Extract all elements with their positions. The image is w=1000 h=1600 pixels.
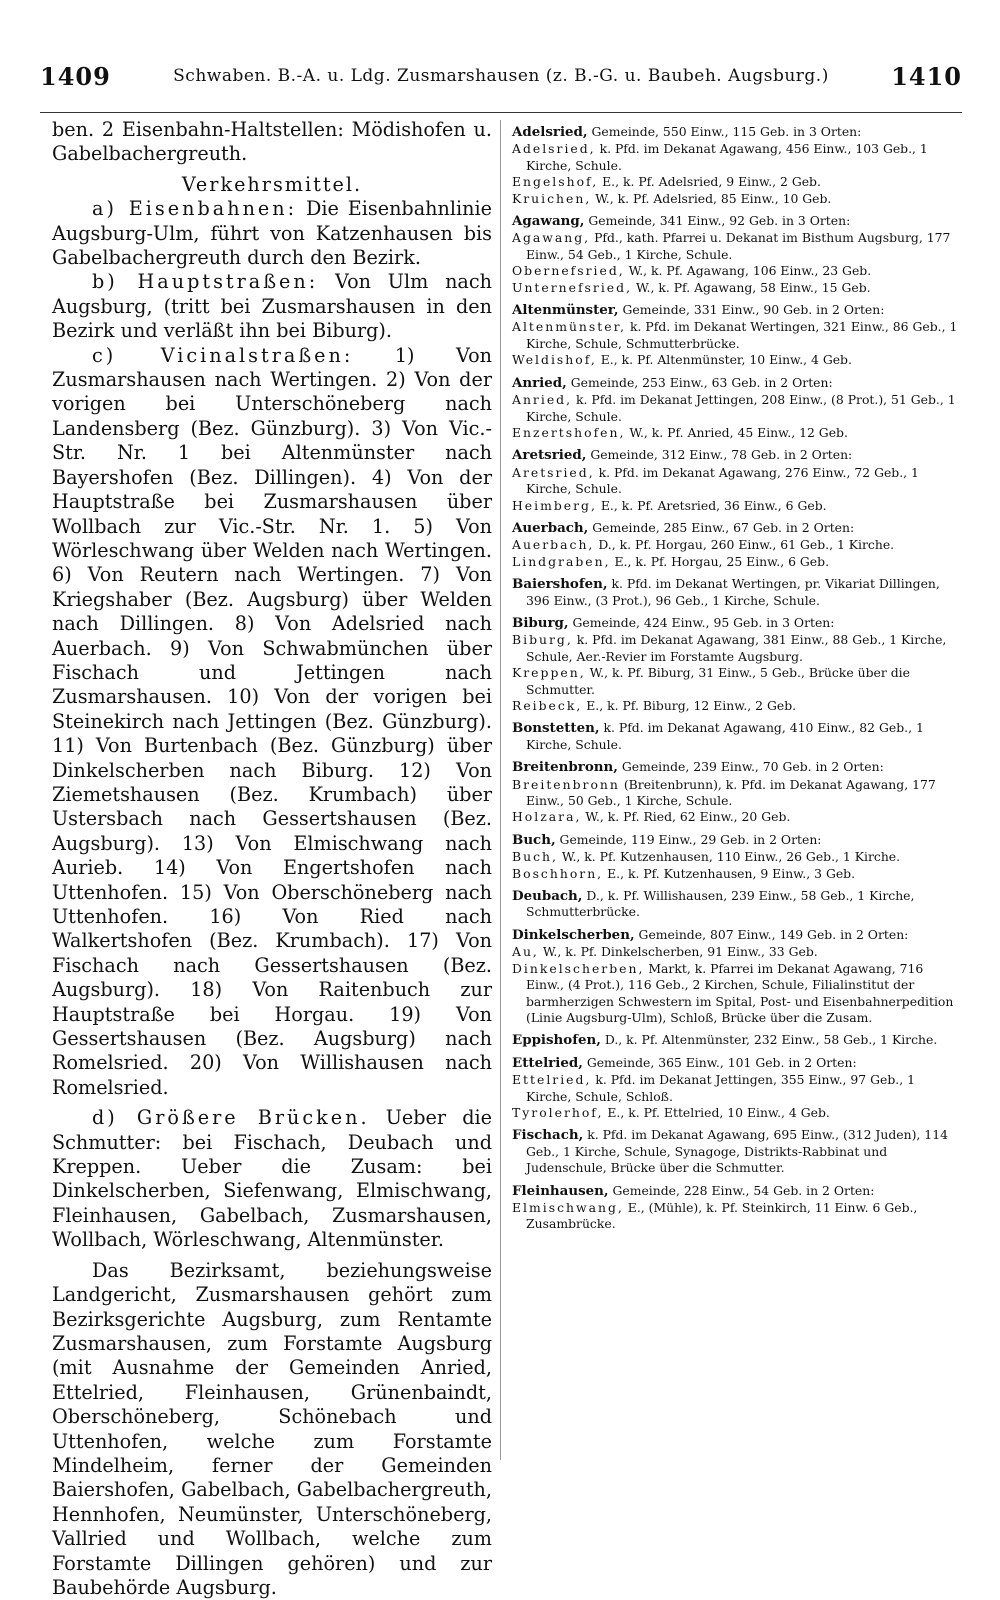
ort-name: Aretsried, xyxy=(512,464,595,480)
ort-entry xyxy=(512,1200,958,1233)
gemeinde-info: Gemeinde, 424 Einw., 95 Geb. in 3 Orten: xyxy=(568,614,835,630)
gemeinde-info: Gemeinde, 365 Einw., 101 Geb. in 2 Orten: xyxy=(582,1054,857,1070)
label-bruecken: d) Größere Brücken. xyxy=(92,1106,370,1130)
gemeinde-heading xyxy=(512,1055,958,1071)
gemeinde-name: Anried, xyxy=(512,374,567,391)
ort-name: Heimberg, xyxy=(512,497,597,513)
left-column xyxy=(52,118,492,1600)
ort-name: Enzertshofen, xyxy=(512,424,626,440)
ort-details: k. Pfd. im Dekanat Agawang, 381 Einw., 88 Geb., 1 Kirche, Schule, Aer.-Revier im Forstamte Augsburg. xyxy=(526,632,947,664)
right-column xyxy=(512,118,958,1233)
ort-entry xyxy=(512,465,958,498)
ort-name: Dinkelscherben, xyxy=(512,960,645,976)
ort-entry xyxy=(512,280,958,296)
gemeinde-info: D., k. Pf. Willishausen, 239 Einw., 58 Geb., 1 Kirche, Schmutterbrücke. xyxy=(526,888,915,920)
running-head: Schwaben. B.-A. u. Ldg. Zusmarshausen (z. B.-G. u. Baubeh. Augsburg.) xyxy=(173,66,829,86)
ort-name: Agawang, xyxy=(512,230,591,246)
page-header xyxy=(40,62,962,90)
label-eisenbahnen: a) Eisenbahnen: xyxy=(92,197,298,221)
gemeinde-name: Dinkelscherben, xyxy=(512,926,635,943)
ort-name: Kreppen, xyxy=(512,665,586,681)
ort-entry xyxy=(512,849,958,865)
ort-details: E., k. Pf. Horgau, 25 Einw., 6 Geb. xyxy=(610,553,830,569)
gemeinde-info: D., k. Pf. Altenmünster, 232 Einw., 58 Geb., 1 Kirche. xyxy=(600,1032,938,1048)
ort-details: k. Pfd. im Dekanat Jettingen, 208 Einw., (8 Prot.), 51 Geb., 1 Kirche, Schule. xyxy=(526,392,956,424)
gemeinde-heading xyxy=(512,927,958,943)
ort-name: Tyrolerhof, xyxy=(512,1104,604,1120)
page-number-left: 1409 xyxy=(40,62,111,91)
paragraph-bruecken xyxy=(52,1106,492,1252)
ort-name: Altenmünster, xyxy=(512,319,627,335)
ort-entry xyxy=(512,1072,958,1105)
gemeinde-heading xyxy=(512,520,958,536)
gemeinde-heading xyxy=(512,1127,958,1176)
ort-name: Boschhorn, xyxy=(512,865,604,881)
gemeinde-info: Gemeinde, 253 Einw., 63 Geb. in 2 Orten: xyxy=(566,374,833,390)
gemeinde-name: Baiershofen, xyxy=(512,576,608,593)
ort-entry xyxy=(512,392,958,425)
paragraph-bezirksamt: Das Bezirksamt, beziehungsweise Landgericht, Zusmarshausen gehört zum Bezirksgerichte Augsburg, zum Rentamte Zusmarshausen, zum Forstamte Augsburg (mit Ausnahme der Gemeinden Anried, Ettelried, Fleinhausen, Grünenbaindt, Oberschöneberg, Schönebach und Uttenhofen, welche zum Forstamte Mindelheim, ferner der Gemeinden Baiershofen, Gabelbach, Gabelbachergreuth, Hennhofen, Neumünster, Unterschöneberg, Vallried und Wollbach, welche zum Forstamte Dillingen gehören) und zur Baubehörde Augsburg. xyxy=(52,1258,492,1599)
gemeinde-heading xyxy=(512,615,958,631)
header-rule xyxy=(40,112,962,113)
ort-entry xyxy=(512,537,958,553)
gemeinde-info: k. Pfd. im Dekanat Agawang, 410 Einw., 82 Geb., 1 Kirche, Schule. xyxy=(526,720,924,752)
paragraph-vicinalstrassen xyxy=(52,344,492,1101)
ort-entry xyxy=(512,554,958,570)
gemeinde-info: Gemeinde, 341 Einw., 92 Geb. in 3 Orten: xyxy=(584,213,851,229)
gemeinde-heading xyxy=(512,124,958,140)
text-eisenbahnen: Die Eisenbahnlinie Augsburg-Ulm, führt von Katzenhausen bis Gabelbachergreuth durch den Bezirk. xyxy=(52,197,492,270)
paragraph-eisenbahnen xyxy=(52,197,492,270)
ort-name: Reibeck, xyxy=(512,698,583,713)
gemeinde-info: Gemeinde, 807 Einw., 149 Geb. in 2 Orten: xyxy=(634,926,909,942)
gemeinde-info: Gemeinde, 239 Einw., 70 Geb. in 2 Orten: xyxy=(617,759,884,775)
ort-entry xyxy=(512,632,958,665)
gemeinde-heading xyxy=(512,302,958,318)
text-bruecken: Ueber die Schmutter: bei Fischach, Deubach und Kreppen. Ueber die Zusam: bei Dinkelscherben, Siefenwang, Elmischwang, Fleinhausen, Gabelbach, Zusmarshausen, Wollbach, Wörleschwang, Altenmünster. xyxy=(52,1106,492,1252)
ort-details: k. Pfd. im Dekanat Agawang, 276 Einw., 72 Geb., 1 Kirche, Schule. xyxy=(526,464,919,497)
gemeinde-info: Gemeinde, 285 Einw., 67 Geb. in 2 Orten: xyxy=(588,519,855,535)
gemeinde-heading xyxy=(512,576,958,609)
ort-name: Biburg, xyxy=(512,632,573,648)
ort-entry xyxy=(512,866,958,882)
page-number-right: 1410 xyxy=(891,62,962,91)
ort-name: Obernefsried, xyxy=(512,263,625,279)
ort-name: Anried, xyxy=(512,392,573,408)
gemeinde-heading xyxy=(512,720,958,753)
ort-details: W., k. Pf. Agawang, 58 Einw., 15 Geb. xyxy=(632,279,871,295)
gemeinde-heading xyxy=(512,213,958,229)
gemeinde-name: Adelsried, xyxy=(512,124,588,140)
gemeinde-heading xyxy=(512,1183,958,1199)
ort-details: W., k. Pf. Kutzenhausen, 110 Einw., 26 Geb., 1 Kirche. xyxy=(557,849,901,865)
ort-details: E., k. Pf. Adelsried, 9 Einw., 2 Geb. xyxy=(598,174,821,190)
ort-entry xyxy=(512,319,958,352)
ort-details: W., k. Pf. Biburg, 31 Einw., 5 Geb., Brücke über die Schmutter. xyxy=(526,665,910,697)
gemeinde-name: Agawang, xyxy=(512,213,585,230)
ort-details: E., (Mühle), k. Pf. Steinkirch, 11 Einw. 6 Geb., Zusambrücke. xyxy=(526,1199,918,1232)
gemeinde-heading xyxy=(512,1032,958,1048)
ort-entry xyxy=(512,352,958,368)
ort-entry xyxy=(512,230,958,263)
ort-details: E., k. Pf. Aretsried, 36 Einw., 6 Geb. xyxy=(596,497,827,513)
ort-details: (Breitenbrunn), k. Pfd. im Dekanat Agawang, 177 Einw., 50 Geb., 1 Kirche, Schule. xyxy=(526,776,936,809)
ort-entry xyxy=(512,961,958,1027)
gemeinde-heading xyxy=(512,375,958,391)
paragraph-haltstellen: ben. 2 Eisenbahn-Haltstellen: Mödishofen u. Gabelbachergreuth. xyxy=(52,118,492,166)
ort-name: Ettelried, xyxy=(512,1072,592,1088)
ort-name: Breitenbronn xyxy=(512,776,620,792)
ort-entry xyxy=(512,698,958,714)
gemeinde-info: Gemeinde, 550 Einw., 115 Geb. in 3 Orten: xyxy=(587,124,862,139)
ort-details: Pfd., kath. Pfarrei u. Dekanat im Bisthum Augsburg, 177 Einw., 54 Geb., 1 Kirche, Schule. xyxy=(526,230,951,262)
ort-details: D., k. Pf. Horgau, 260 Einw., 61 Geb., 1 Kirche. xyxy=(594,537,895,553)
ort-entry xyxy=(512,263,958,279)
ort-entry xyxy=(512,777,958,810)
gemeinde-name: Fischach, xyxy=(512,1127,584,1144)
ort-name: Auerbach, xyxy=(512,537,595,553)
ort-name: Engelshof, xyxy=(512,174,599,190)
gemeinde-name: Aretsried, xyxy=(512,447,587,464)
gemeinde-heading xyxy=(512,447,958,463)
ort-name: Buch, xyxy=(512,849,558,865)
gemeinde-name: Altenmünster, xyxy=(512,302,619,319)
label-vicinalstrassen: c) Vicinalstraßen: xyxy=(92,343,354,367)
text-hauptstrassen: Von Ulm nach Augsburg, (tritt bei Zusmarshausen in den Bezirk und verläßt ihn bei Biburg). xyxy=(52,270,492,343)
gemeinde-name: Fleinhausen, xyxy=(512,1182,609,1199)
ort-name: Elmischwang, xyxy=(512,1199,624,1215)
ort-entry xyxy=(512,1105,958,1121)
ort-entry xyxy=(512,191,958,207)
ort-entry xyxy=(512,141,958,174)
gemeinde-info: k. Pfd. im Dekanat Agawang, 695 Einw., (312 Juden), 114 Geb., 1 Kirche, Schule, Synagoge, Distrikts-Rabbinat und Judenschule, Brücke über die Schmutter. xyxy=(526,1127,948,1176)
gemeinde-name: Auerbach, xyxy=(512,519,589,536)
column-divider xyxy=(500,120,501,1460)
gemeinde-name: Breitenbronn, xyxy=(512,759,618,776)
ort-entry xyxy=(512,809,958,825)
ort-details: E., k. Pf. Altenmünster, 10 Einw., 4 Geb. xyxy=(596,352,852,368)
gemeinde-info: Gemeinde, 331 Einw., 90 Geb. in 2 Orten: xyxy=(618,302,885,318)
section-heading: Verkehrsmittel. xyxy=(181,172,363,196)
label-hauptstrassen: b) Hauptstraßen: xyxy=(92,270,319,294)
ort-name: Weldishof, xyxy=(512,352,597,368)
ort-details: E., k. Pf. Biburg, 12 Einw., 2 Geb. xyxy=(582,698,797,713)
gemeinde-heading xyxy=(512,888,958,921)
ort-name: Lindgraben, xyxy=(512,553,611,569)
gemeinde-name: Biburg, xyxy=(512,614,569,631)
ort-details: k. Pfd. im Dekanat Jettingen, 355 Einw., 97 Geb., 1 Kirche, Schule, Schloß. xyxy=(526,1072,915,1104)
gemeinde-name: Eppishofen, xyxy=(512,1032,601,1049)
paragraph-hauptstrassen xyxy=(52,270,492,343)
ort-details: W., k. Pf. Agawang, 106 Einw., 23 Geb. xyxy=(624,263,872,279)
ort-entry xyxy=(512,498,958,514)
ort-name: Holzara, xyxy=(512,809,582,825)
ort-entry xyxy=(512,944,958,960)
ort-entry xyxy=(512,425,958,441)
gemeinde-name: Bonstetten, xyxy=(512,720,600,737)
gemeinde-heading xyxy=(512,759,958,775)
gemeinde-info: Gemeinde, 312 Einw., 78 Geb. in 2 Orten: xyxy=(586,447,853,463)
ort-details: E., k. Pf. Kutzenhausen, 9 Einw., 3 Geb. xyxy=(603,865,856,881)
gemeinde-name: Buch, xyxy=(512,831,556,848)
ort-details: W., k. Pf. Ried, 62 Einw., 20 Geb. xyxy=(581,809,791,825)
gemeinde-heading xyxy=(512,832,958,848)
ort-entry xyxy=(512,665,958,698)
gemeinde-name: Ettelried, xyxy=(512,1054,583,1071)
text-vicinalstrassen: 1) Von Zusmarshausen nach Wertingen. 2) Von der vorigen bei Unterschöneberg nach Landensberg (Bez. Günzburg). 3) Von Vic.-Str. Nr. 1 bei Altenmünster nach Bayershofen (Bez. Dillingen). 4) Von der Hauptstraße bei Zusmarshausen über Wollbach zur Vic.-Str. Nr. 1. 5) Von Wörleschwang über Welden nach Wertingen. 6) Von Reutern nach Wertingen. 7) Von Kriegshaber (Bez. Augsburg) über Welden nach Dillingen. 8) Von Adelsried nach Auerbach. 9) Von Schwabmünchen über Fischach und Jettingen nach Zusmarshausen. 10) Von der vorigen bei Steinekirch nach Jettingen (Bez. Günzburg). 11) Von Burtenbach (Bez. Günzburg) über Dinkelscherben nach Biburg. 12) Von Ziemetshausen (Bez. Krumbach) über Ustersbach nach Gessertshausen (Bez. Augsburg). 13) Von Elmischwang nach Aurieb. 14) Von Engertshofen nach Uttenhofen. 15) Von Oberschöneberg nach Uttenhofen. 16) Von Ried nach Walkertshofen (Bez. Krumbach). 17) Von Fischach nach Gessertshausen (Bez. Augsburg). 18) Von Raitenbuch zur Hauptstraße bei Horgau. 19) Von Gessertshausen (Bez. Augsburg) nach Romelsried. 20) Von Willishausen nach Romelsried. xyxy=(52,343,492,1099)
gemeinde-info: k. Pfd. im Dekanat Wertingen, pr. Vikariat Dillingen, 396 Einw., (3 Prot.), 96 Geb., 1 Kirche, Schule. xyxy=(526,576,940,608)
ort-details: Markt, k. Pfarrei im Dekanat Agawang, 716 Einw., (4 Prot.), 116 Geb., 2 Kirchen, Schule, Filialinstitut der barmherzigen Schwestern im Spital, Post- und Eisenbahnerpedition (Linie Augsburg-Ulm), Schloß, Brücke über die Zusam. xyxy=(526,960,954,1025)
gemeinde-info: Gemeinde, 228 Einw., 54 Geb. in 2 Orten: xyxy=(608,1182,875,1198)
ort-entry xyxy=(512,174,958,190)
ort-name: Unternefsried, xyxy=(512,279,633,295)
ort-name: Adelsried, xyxy=(512,141,596,157)
ort-details: k. Pfd. im Dekanat Wertingen, 321 Einw., 86 Geb., 1 Kirche, Schule, Schmutterbrücke. xyxy=(526,319,958,351)
gemeinde-name: Deubach, xyxy=(512,888,583,905)
ort-details: k. Pfd. im Dekanat Agawang, 456 Einw., 103 Geb., 1 Kirche, Schule. xyxy=(526,141,928,173)
ort-details: E., k. Pf. Ettelried, 10 Einw., 4 Geb. xyxy=(603,1104,830,1120)
ort-details: W., k. Pf. Anried, 45 Einw., 12 Geb. xyxy=(625,424,848,440)
gemeinde-info: Gemeinde, 119 Einw., 29 Geb. in 2 Orten: xyxy=(555,831,822,847)
ort-name: Au, xyxy=(512,944,539,960)
ort-details: W., k. Pf. Adelsried, 85 Einw., 10 Geb. xyxy=(591,190,832,206)
ort-details: W., k. Pf. Dinkelscherben, 91 Einw., 33 Geb. xyxy=(538,944,818,960)
ort-name: Kruichen, xyxy=(512,190,592,206)
